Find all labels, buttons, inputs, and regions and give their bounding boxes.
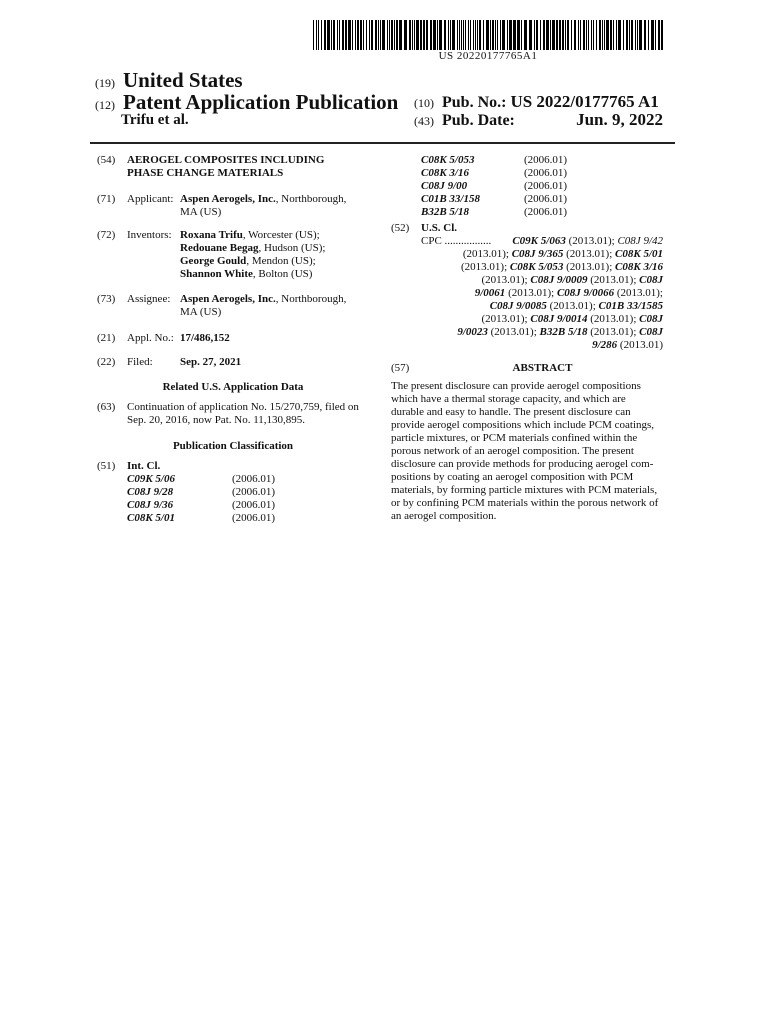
cpc-leader-dots: ................. (444, 235, 492, 247)
assignee-label: Assignee: (127, 293, 171, 305)
abstract-line: provide aerogel compositions which include PCM coatings, (391, 419, 655, 431)
int-cl-version: (2006.01) (524, 154, 568, 166)
cpc-version: (2013.01); (587, 326, 640, 338)
inid-code-73: (73) (97, 293, 116, 305)
cpc-line (461, 261, 663, 274)
abstract-line: particle mixtures, or PCM materials confined within the (391, 432, 638, 444)
pub-date-value: Jun. 9, 2022 (576, 110, 663, 129)
assignee-location-line-2: MA (US) (180, 306, 222, 318)
cpc-line (475, 287, 663, 300)
inventor-entry (180, 255, 325, 268)
int-cl-class: C08K 5/053 (421, 154, 475, 166)
int-cl-class: C08J 9/36 (127, 499, 174, 511)
appl-no-value: 17/486,152 (180, 332, 230, 344)
int-cl-class: C08K 5/01 (127, 512, 175, 524)
inventor-entry (180, 229, 325, 242)
inid-code-21: (21) (97, 332, 116, 344)
us-cl-label: U.S. Cl. (421, 222, 458, 234)
int-cl-version: (2006.01) (232, 512, 276, 524)
inventor-entry (180, 242, 325, 255)
cpc-version: (2013.01) (617, 339, 663, 351)
cpc-class-code: 9/286 (592, 339, 618, 351)
filed-label: Filed: (127, 356, 153, 368)
abstract-heading: ABSTRACT (512, 362, 573, 374)
inid-code-71: (71) (97, 193, 116, 205)
int-cl-version: (2006.01) (232, 473, 276, 485)
document-type: Patent Application Publication (123, 90, 399, 114)
inid-code-22: (22) (97, 356, 116, 368)
int-cl-class: B32B 5/18 (421, 206, 469, 218)
cpc-class-code: C08J 9/0066 (556, 287, 615, 299)
abstract-line: or by confining PCM materials within the porous network of (391, 497, 659, 509)
cpc-class-code: C08J (639, 313, 663, 325)
inventor-name: George Gould (180, 255, 247, 267)
inid-code-52: (52) (391, 222, 410, 234)
int-cl-class: C08J 9/28 (127, 486, 174, 498)
inventor-location: , Mendon (US); (246, 255, 316, 267)
related-data-heading: Related U.S. Application Data (162, 381, 304, 393)
inid-code-57: (57) (391, 362, 410, 374)
cpc-version: (2013.01); (461, 261, 510, 273)
cpc-class-code: C08K 5/053 (509, 261, 564, 273)
abstract-line: porous network of an aerogel composition. The present (391, 445, 634, 457)
inid-code-63: (63) (97, 401, 116, 413)
abstract-body (391, 380, 663, 523)
cpc-line (481, 274, 663, 287)
title-line-1: AEROGEL COMPOSITES INCLUDING (127, 154, 325, 166)
inid-code-19: (19) (95, 76, 115, 90)
pub-date-label: Pub. Date: (442, 112, 515, 129)
cpc-line (457, 326, 663, 339)
inid-code-10: (10) (414, 96, 434, 110)
int-cl-version: (2006.01) (232, 499, 276, 511)
assignee-name: Aspen Aerogels, Inc. (180, 293, 276, 305)
pub-no-line (414, 92, 659, 112)
cpc-version: (2013.01); (587, 274, 640, 286)
cpc-class-code: C08J 9/0085 (489, 300, 547, 312)
cpc-class-code: C08J 9/42 (617, 235, 663, 247)
cpc-label: CPC (421, 235, 442, 247)
inventor-entry (180, 268, 325, 281)
inventor-location: , Worcester (US); (242, 229, 320, 241)
inventor-name: Roxana Trifu (180, 229, 243, 241)
cpc-line (592, 339, 663, 352)
inid-code-51: (51) (97, 460, 116, 472)
header-rule (90, 142, 675, 144)
pub-date-line (414, 112, 515, 130)
applicant-label: Applicant: (127, 193, 174, 205)
cpc-version: (2013.01); (563, 248, 616, 260)
int-cl-version: (2006.01) (524, 206, 568, 218)
inventor-location: , Bolton (US) (252, 268, 313, 280)
inventor-name: Shannon White (180, 268, 253, 280)
cpc-line (512, 235, 663, 248)
int-cl-class: C09K 5/06 (127, 473, 175, 485)
abstract-line: an aerogel composition. (391, 510, 497, 522)
cpc-version: (2013.01); (481, 274, 531, 286)
inventor-list (180, 229, 325, 281)
int-cl-version: (2006.01) (524, 180, 568, 192)
cpc-class-code: C08K 5/01 (615, 248, 663, 260)
abstract-line: The present disclosure can provide aerogel compositions (391, 380, 641, 392)
cpc-class-code: 9/0061 (474, 287, 506, 299)
cpc-line (490, 300, 663, 313)
applicant (180, 193, 346, 206)
cpc-class-code: C08J 9/365 (511, 248, 564, 260)
abstract-line: materials, by forming particle mixtures with PCM materials, (391, 484, 658, 496)
int-cl-version: (2006.01) (232, 486, 276, 498)
inventor-name: Redouane Begag (180, 242, 259, 254)
abstract-line: positions by coating an aerogel composition with PCM (391, 471, 634, 483)
int-cl-version: (2006.01) (524, 193, 568, 205)
pub-no-label: Pub. No.: (442, 94, 507, 111)
inventor-location: , Hudson (US); (258, 242, 326, 254)
filed-value: Sep. 27, 2021 (180, 356, 242, 368)
cpc-class-code: C08J 9/0014 (530, 313, 588, 325)
inventors-label: Inventors: (127, 229, 172, 241)
assignee (180, 293, 346, 306)
cpc-class-code: C08J (639, 274, 663, 286)
inventor-short: Trifu et al. (121, 112, 189, 128)
int-cl-class: C08J 9/00 (421, 180, 468, 192)
cpc-version: (2013.01); (614, 287, 663, 299)
cpc-class-code: C08K 3/16 (615, 261, 663, 273)
cpc-version: (2013.01); (565, 235, 618, 247)
cpc-version: (2013.01); (481, 313, 531, 325)
title-line-2: PHASE CHANGE MATERIALS (127, 167, 284, 179)
continuation-line-1: Continuation of application No. 15/270,759, filed on (127, 401, 359, 413)
inid-code-43: (43) (414, 114, 434, 128)
cpc-line (481, 313, 663, 326)
cpc-class-code: C08J (639, 326, 663, 338)
applicant-location-line-2: MA (US) (180, 206, 222, 218)
inid-code-12: (12) (95, 98, 115, 112)
abstract-line: durable and easy to handle. The present disclosure can (391, 406, 631, 418)
applicant-location: , Northborough, (275, 193, 347, 205)
cpc-class-code: C09K 5/063 (512, 235, 566, 247)
cpc-version: (2013.01); (487, 326, 540, 338)
pub-classification-heading: Publication Classification (172, 440, 294, 452)
applicant-name: Aspen Aerogels, Inc. (180, 193, 276, 205)
abstract-line: disclosure can provide methods for producing aerogel com- (391, 458, 654, 470)
pub-no-value: US 2022/0177765 A1 (510, 92, 659, 111)
int-cl-version: (2006.01) (524, 167, 568, 179)
int-cl-class: C08K 3/16 (421, 167, 469, 179)
inid-code-54: (54) (97, 154, 116, 166)
country: United States (123, 68, 243, 92)
abstract-line: which have a thermal storage capacity, and which are (391, 393, 626, 405)
assignee-location: , Northborough, (275, 293, 347, 305)
cpc-version: (2013.01); (462, 248, 512, 260)
cpc-version: (2013.01); (563, 261, 616, 273)
cpc-version: (2013.01); (587, 313, 640, 325)
cpc-prefix (421, 235, 491, 248)
cpc-class-code: B32B 5/18 (539, 326, 588, 338)
barcode-image (313, 20, 663, 50)
cpc-class-code: C01B 33/1585 (598, 300, 663, 312)
cpc-version: (2013.01); (505, 287, 557, 299)
cpc-class-code: 9/0023 (457, 326, 488, 338)
cpc-class-code: C08J 9/0009 (530, 274, 588, 286)
continuation-line-2: Sep. 20, 2016, now Pat. No. 11,130,895. (127, 414, 306, 426)
inid-code-72: (72) (97, 229, 116, 241)
appl-no-label: Appl. No.: (127, 332, 174, 344)
barcode-number: US 20220177765A1 (438, 50, 538, 62)
cpc-line (463, 248, 663, 261)
int-cl-class: C01B 33/158 (421, 193, 480, 205)
cpc-version: (2013.01); (546, 300, 599, 312)
int-cl-label: Int. Cl. (127, 460, 161, 472)
